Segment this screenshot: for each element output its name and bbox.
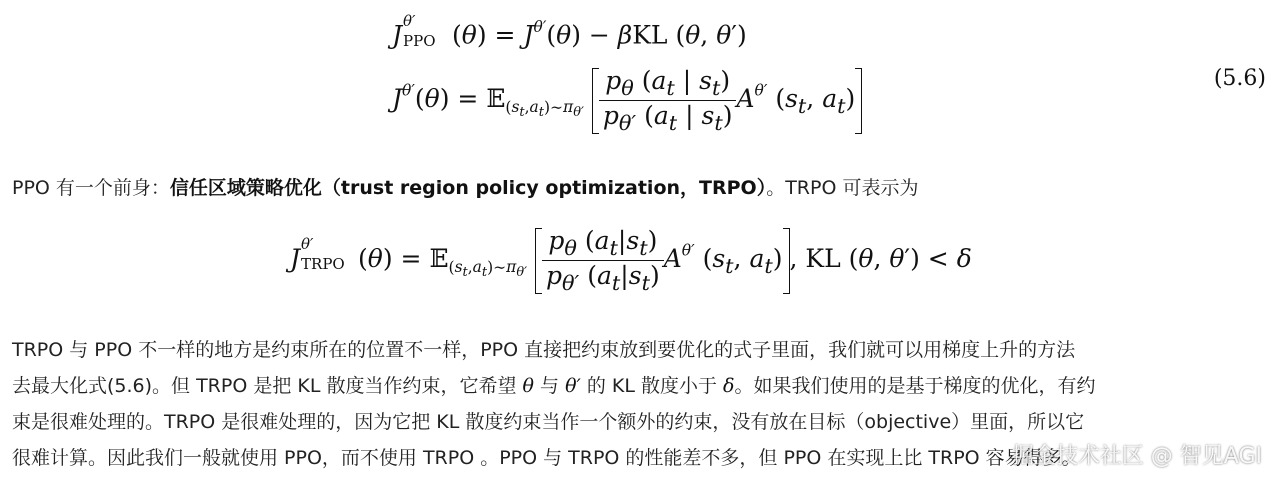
paragraph-trpo-intro [12, 170, 918, 206]
equation-trpo-objective: J θ′ TRPO (θ) = 𝔼$_{(s_t,a_t)\sim\pi_{\theta'}}$ $\frac{p_\theta (a_t|s_t)}{p_{\theta'} (a_t|s_t)}$ $A^{\theta'}$ ($s_t$, $a_t$) , KL (θ, θ′) < δ [290, 226, 972, 295]
equation-ppo-objective: J θ′ PPO $(\theta) = J^{\theta'}(\theta) - \beta KL$ (θ, θ′) [392, 11, 747, 50]
line2-part-d: 。如果我们使用的是基于梯度的优化，有约 [734, 375, 1096, 397]
line2-part-b: 与 [533, 375, 566, 397]
equation-j-definition: $J^{\theta'}(\theta)$ = 𝔼$_{(s_t,a_t)\sim\pi_{\theta'}}$ $\frac{p_\theta (a_t | s_t)}{p_{\theta'} (a_t | s_t)}$ $A^{\theta'}$ ($s_t$, $a_t$) [392, 66, 862, 135]
theta-symbol: θ [522, 375, 534, 397]
line2-part-c: 的 KL 散度小于 [580, 375, 724, 397]
theta-prime-symbol: θ′ [565, 375, 581, 397]
delta-symbol: δ [723, 375, 735, 397]
trpo-term-bold: 信任区域策略优化（trust region policy optimization，TRPO） [169, 177, 767, 199]
paragraph-line-4: 很难计算。因此我们一般就使用 PPO，而不使用 TRPO 。PPO 与 TRPO 的性能差不多，但 PPO 在实现上比 TRPO 容易得多。 [12, 447, 1081, 469]
intro-tail-text: 。TRPO 可表示为 [766, 177, 919, 199]
paragraph-line-2 [12, 368, 1096, 404]
paragraph-trpo-vs-ppo [12, 332, 1096, 476]
watermark: 掘金技术社区 @ 智见AGI [1011, 444, 1262, 469]
equation-number: (5.6) [1213, 66, 1266, 91]
paragraph-line-1: TRPO 与 PPO 不一样的地方是约束所在的位置不一样，PPO 直接把约束放到要优化的式子里面，我们就可以用梯度上升的方法 [12, 339, 1076, 361]
intro-lead-text: PPO 有一个前身： [12, 177, 170, 199]
paragraph-line-3: 束是很难处理的。TRPO 是很难处理的，因为它把 KL 散度约束当作一个额外的约束，没有放在目标（objective）里面，所以它 [12, 411, 1085, 433]
line2-part-a: 去最大化式(5.6)。但 TRPO 是把 KL 散度当作约束，它希望 [12, 375, 523, 397]
